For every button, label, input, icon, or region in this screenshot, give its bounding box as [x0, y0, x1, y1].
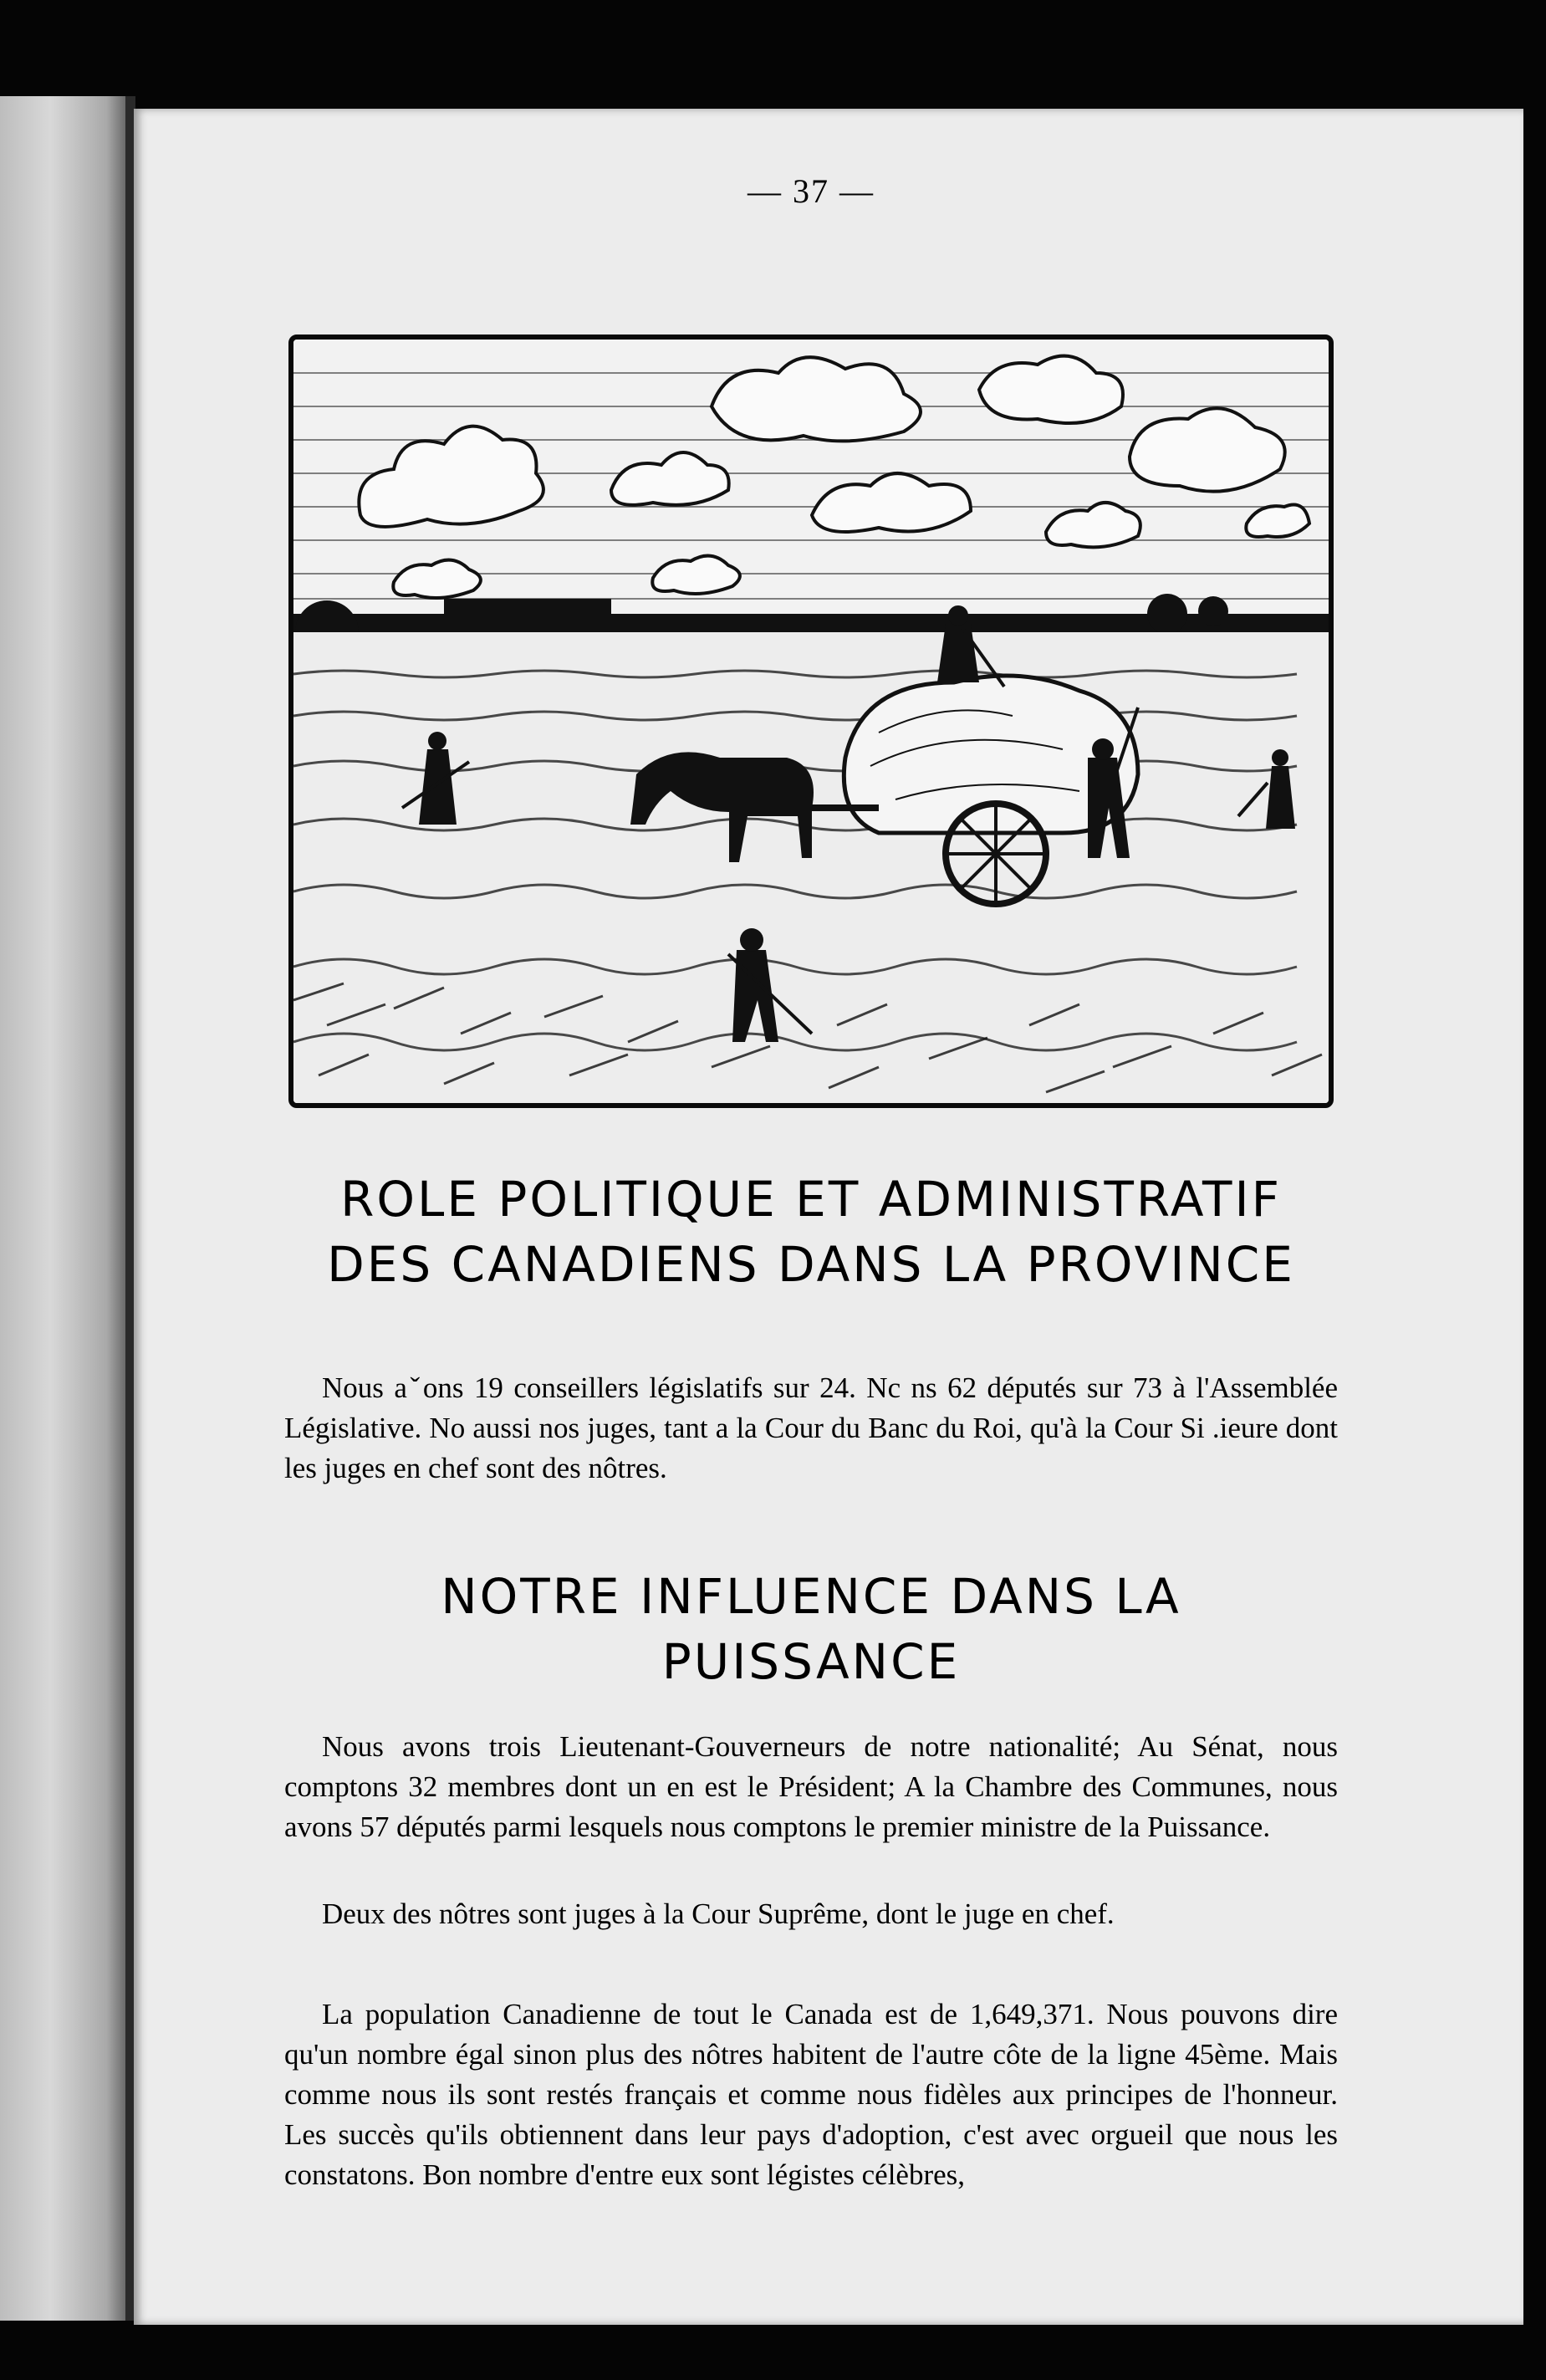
- page-number: — 37 —: [747, 172, 875, 210]
- hay-harvest-illustration: [288, 335, 1334, 1108]
- paragraph-cour-supreme: Deux des nôtres sont juges à la Cour Suprême, dont le juge en chef.: [322, 1897, 1115, 1930]
- section-heading-role-politique: ROLE POLITIQUE ET ADMINISTRATIF DES CANADIENS DANS LA PROVINCE: [327, 1171, 1295, 1293]
- paragraph-lieutenant-gouverneurs: Nous avons trois Lieutenant-Gouverneurs de notre nationalité; Au Sénat, nous comptons 32 membres dont un en est le Président; A la Chambre des Communes, nous avons 57 députés parmi lesquels nous comptons le premier ministre de la Puissance.: [284, 1730, 1338, 1843]
- paragraph-population: La population Canadienne de tout le Canada est de 1,649,371. Nous pouvons dire qu'un nombre égal sinon plus des nôtres habitent de l'autre côte de la ligne 45ème. Mais comme nous ils sont restés français et comme nous fidèles aux principes de l'honneur. Les succès qu'ils obtiennent dans leur pays d'adoption, c'est avec orgueil que nous les constatons. Bon nombre d'entre eux sont légistes célèbres,: [284, 1998, 1338, 2191]
- section-heading-influence-puissance: NOTRE INFLUENCE DANS LA PUISSANCE: [441, 1568, 1181, 1690]
- paragraph-conseillers: Nous aˇons 19 conseillers législatifs sur 24. Nc ns 62 députés sur 73 à l'Assemblée Législative. No aussi nos juges, tant a la Cour du Banc du Roi, qu'à la Cour Si .ieure dont les juges en chef sont des nôtres.: [284, 1371, 1338, 1484]
- hay-harvest-illustration-icon: [293, 340, 1329, 1103]
- left-page-edge: [0, 96, 125, 2321]
